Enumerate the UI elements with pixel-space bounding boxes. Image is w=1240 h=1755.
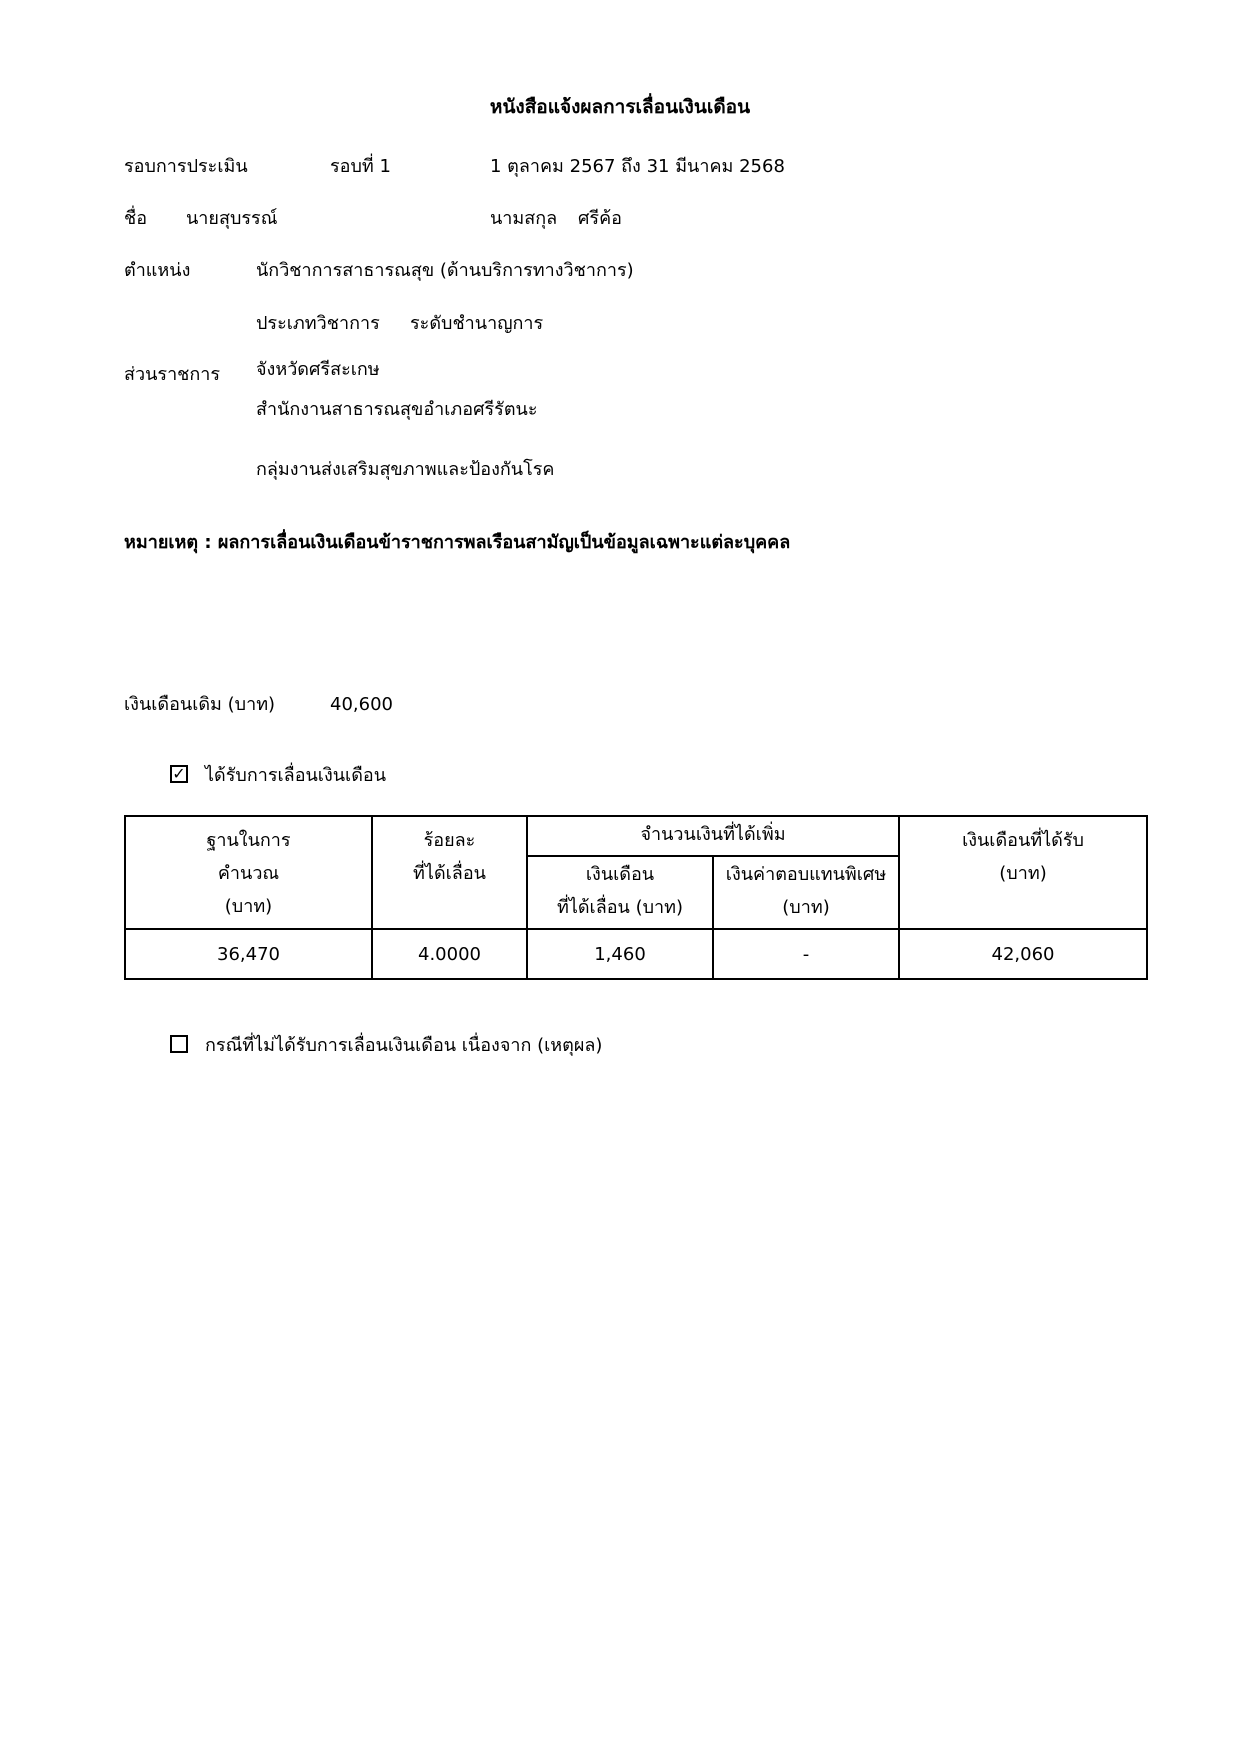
promoted-label: ได้รับการเลื่อนเงินเดือน (205, 765, 387, 786)
header-special (713, 856, 899, 929)
header-base (125, 816, 372, 929)
old-salary-value: 40,600 (330, 694, 393, 715)
agency-office: สำนักงานสาธารณสุขอำเภอศรีรัตนะ (256, 399, 538, 420)
header-percent (372, 816, 527, 929)
round-period: 1 ตุลาคม 2567 ถึง 31 มีนาคม 2568 (490, 156, 785, 177)
document-title: หนังสือแจ้งผลการเลื่อนเงินเดือน (489, 96, 751, 118)
header-received (899, 816, 1147, 929)
name-label: ชื่อ (124, 208, 148, 229)
cell-salary-increase: 1,460 (527, 929, 713, 979)
header-salary-increase (527, 856, 713, 929)
table-header-row (125, 816, 1147, 856)
first-name: นายสุบรรณ์ (186, 208, 278, 229)
position-type: ประเภทวิชาการ (256, 313, 380, 334)
header-base-line2: คำนวณ (217, 863, 280, 884)
note: หมายเหตุ : ผลการเลื่อนเงินเดือนข้าราชการพลเรือนสามัญเป็นข้อมูลเฉพาะแต่ละบุคคล (124, 532, 791, 553)
table-row (125, 929, 1147, 979)
not-promoted-label: กรณีที่ไม่ได้รับการเลื่อนเงินเดือน เนื่องจาก (เหตุผล) (205, 1035, 603, 1056)
header-received-line1: เงินเดือนที่ได้รับ (962, 830, 1084, 851)
check-mark-icon: ✓ (172, 764, 186, 783)
position-title: นักวิชาการสาธารณสุข (ด้านบริการทางวิชาการ) (256, 260, 634, 281)
header-base-line3: (บาท) (224, 896, 273, 917)
old-salary-label: เงินเดือนเดิม (บาท) (124, 694, 276, 715)
header-special-line2: (บาท) (782, 897, 830, 918)
header-percent-line1: ร้อยละ (423, 830, 476, 851)
position-label: ตำแหน่ง (124, 260, 191, 281)
header-salary-increase-line2: ที่ได้เลื่อน (บาท) (556, 897, 684, 918)
header-special-line1: เงินค่าตอบแทนพิเศษ (725, 864, 887, 885)
not-promoted-checkbox[interactable] (170, 1035, 188, 1053)
header-base-line1: ฐานในการ (206, 830, 291, 851)
round-value: รอบที่ 1 (330, 156, 391, 177)
salary-calculation-table (124, 815, 1148, 980)
round-label: รอบการประเมิน (124, 156, 248, 177)
cell-base: 36,470 (125, 929, 372, 979)
header-received-line2: (บาท) (999, 863, 1047, 884)
header-salary-increase-line1: เงินเดือน (585, 864, 655, 885)
agency-label: ส่วนราชการ (124, 364, 221, 385)
header-increase-group: จำนวนเงินที่ได้เพิ่ม (527, 816, 899, 856)
surname: ศรีค้อ (578, 208, 622, 229)
agency-province: จังหวัดศรีสะเกษ (256, 359, 380, 380)
cell-special: - (713, 929, 899, 979)
position-level: ระดับชำนาญการ (410, 313, 544, 334)
promoted-checkbox[interactable] (170, 765, 188, 783)
surname-label: นามสกุล (490, 208, 558, 229)
cell-percent: 4.0000 (372, 929, 527, 979)
cell-received: 42,060 (899, 929, 1147, 979)
agency-group: กลุ่มงานส่งเสริมสุขภาพและป้องกันโรค (256, 459, 555, 480)
header-percent-line2: ที่ได้เลื่อน (413, 863, 486, 884)
